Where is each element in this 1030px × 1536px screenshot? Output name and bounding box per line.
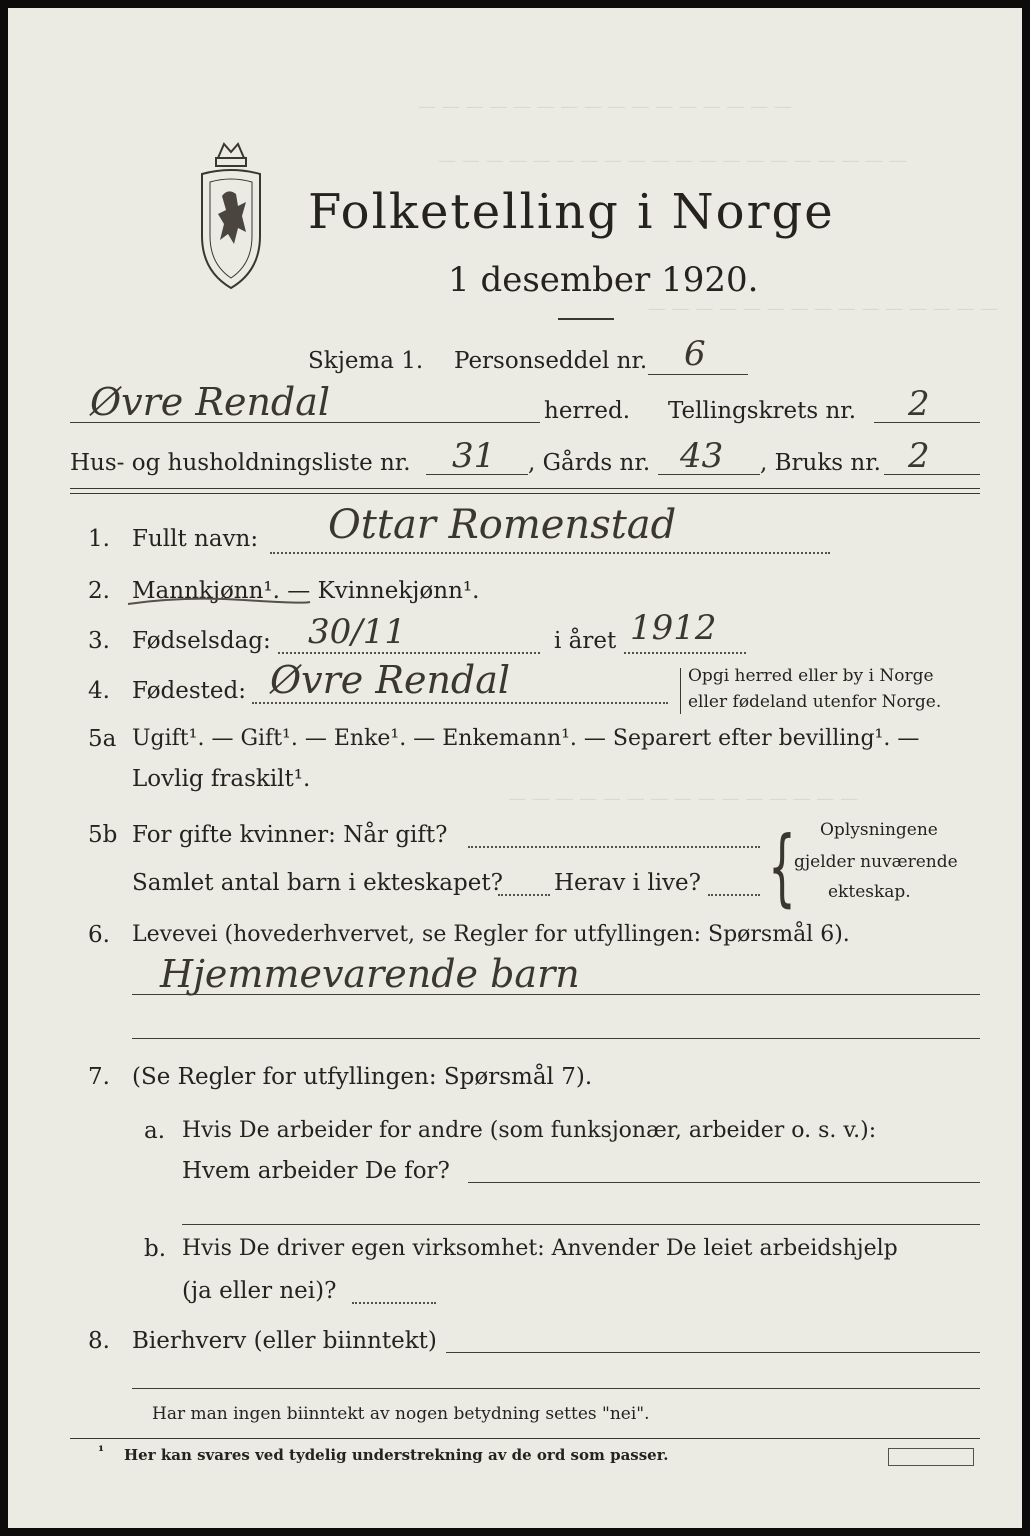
- hus-value[interactable]: 31: [452, 436, 496, 476]
- gender-male-option[interactable]: Mannkjønn¹.: [132, 578, 280, 604]
- marital-status-options[interactable]: Ugift¹. — Gift¹. — Enke¹. — Enkemann¹. — Separert efter bevilling¹. —: [132, 726, 920, 751]
- gards-value[interactable]: 43: [680, 436, 724, 476]
- married-when-field-line: [468, 846, 760, 848]
- q4-note-line2: eller fødeland utenfor Norge.: [688, 692, 942, 712]
- married-when-label: For gifte kvinner: Når gift?: [132, 822, 448, 848]
- year-label: i året: [554, 628, 617, 654]
- herred-value[interactable]: Øvre Rendal: [90, 380, 331, 424]
- title-divider: [558, 318, 614, 320]
- herred-label: herred.: [544, 398, 631, 424]
- birthdate-value[interactable]: 30/11: [308, 612, 406, 652]
- bleed-through-text: — — — — — — — — — — — — — — — —: [418, 96, 792, 117]
- birthplace-value[interactable]: Øvre Rendal: [270, 658, 511, 702]
- skjema-label: Skjema 1.: [308, 348, 424, 374]
- occupation-field-line-2: [132, 1038, 980, 1039]
- gards-label: , Gårds nr.: [528, 450, 651, 476]
- personseddel-value[interactable]: 6: [684, 334, 706, 374]
- q5a-number: 5a: [88, 726, 117, 752]
- q3-label: Fødselsdag:: [132, 628, 271, 654]
- q1-number: 1.: [88, 526, 110, 552]
- hired-help-field-line: [352, 1302, 436, 1304]
- section-divider: [70, 488, 980, 489]
- q5b-note-line2: gjelder nuværende: [794, 852, 958, 872]
- bruks-label: , Bruks nr.: [760, 450, 881, 476]
- hus-label: Hus- og husholdningsliste nr.: [70, 450, 411, 476]
- q5b-note-line1: Oplysningene: [820, 820, 938, 840]
- birthplace-field-line: [252, 702, 668, 704]
- gender-underline-mark: [124, 590, 314, 610]
- form-date: 1 desember 1920.: [448, 260, 759, 300]
- bruks-field-line: [884, 474, 980, 475]
- q8-label: Bierhverv (eller biinntekt): [132, 1328, 437, 1354]
- birthdate-field-line: [278, 652, 540, 654]
- tellingskrets-value[interactable]: 2: [908, 384, 930, 424]
- children-count-field-line: [498, 894, 550, 896]
- footnote-text: Her kan svares ved tydelig understrekning av de ord som passer.: [124, 1446, 669, 1464]
- bleed-through-text: — — — — — — — — — — — — — — —: [648, 298, 999, 319]
- q7-number: 7.: [88, 1064, 110, 1090]
- marital-status-options-2[interactable]: Lovlig fraskilt¹.: [132, 766, 311, 792]
- q4-label: Fødested:: [132, 678, 247, 704]
- birth-year-value[interactable]: 1912: [630, 608, 717, 648]
- q5b-number: 5b: [88, 822, 118, 848]
- printer-stamp: [888, 1448, 974, 1466]
- q1-field-line: [270, 552, 830, 554]
- gender-female-option[interactable]: — Kvinnekjønn¹.: [279, 578, 480, 604]
- q8-number: 8.: [88, 1328, 110, 1354]
- children-alive-field-line: [708, 894, 760, 896]
- form-title: Folketelling i Norge: [308, 184, 835, 240]
- employer-field-line: [468, 1182, 980, 1183]
- q4-note-bracket: [680, 668, 681, 714]
- q4-number: 4.: [88, 678, 110, 704]
- footer-note: Har man ingen biinntekt av nogen betydning settes "nei".: [152, 1404, 650, 1424]
- bleed-through-text: — — — — — — — — — — — — — — — — — — — —: [438, 150, 907, 171]
- personseddel-field-line: [648, 374, 748, 375]
- section-divider: [70, 493, 980, 494]
- q7b-letter: b.: [144, 1236, 167, 1262]
- tellingskrets-label: Tellingskrets nr.: [668, 398, 857, 424]
- personseddel-label: Personseddel nr.: [454, 348, 648, 374]
- q4-note-line1: Opgi herred eller by i Norge: [688, 666, 934, 686]
- footnote-mark: ¹: [98, 1444, 105, 1460]
- q6-number: 6.: [88, 922, 110, 948]
- q2-number: 2.: [88, 578, 110, 604]
- full-name-value[interactable]: Ottar Romenstad: [328, 502, 677, 548]
- q7b-line2: (ja eller nei)?: [182, 1278, 337, 1304]
- employer-field-line-2: [182, 1224, 980, 1225]
- children-count-label: Samlet antal barn i ekteskapet?: [132, 870, 503, 896]
- side-income-field-line-2: [132, 1388, 980, 1389]
- side-income-field-line: [446, 1352, 980, 1353]
- census-form: [8, 8, 1022, 1528]
- q7-label: (Se Regler for utfyllingen: Spørsmål 7).: [132, 1064, 593, 1090]
- q1-label: Fullt navn:: [132, 526, 259, 552]
- children-alive-label: Herav i live?: [554, 870, 701, 896]
- q7a-letter: a.: [144, 1118, 166, 1144]
- occupation-label: Levevei (hovederhvervet, se Regler for utfyllingen: Spørsmål 6).: [132, 922, 850, 947]
- q5b-note-brace: {: [768, 820, 796, 917]
- occupation-value[interactable]: Hjemmevarende barn: [160, 952, 580, 996]
- q7a-line1: Hvis De arbeider for andre (som funksjonær, arbeider o. s. v.):: [182, 1118, 877, 1143]
- q7b-line1: Hvis De driver egen virksomhet: Anvender De leiet arbeidshjelp: [182, 1236, 898, 1261]
- year-field-line: [624, 652, 746, 654]
- q5b-note-line3: ekteskap.: [828, 882, 911, 902]
- bruks-value[interactable]: 2: [908, 436, 930, 476]
- coat-of-arms-icon: [188, 136, 274, 296]
- footer-divider: [70, 1438, 980, 1439]
- q7a-line2: Hvem arbeider De for?: [182, 1158, 450, 1184]
- q3-number: 3.: [88, 628, 110, 654]
- bleed-through-text: — — — — — — — — — — — — — — —: [508, 788, 859, 809]
